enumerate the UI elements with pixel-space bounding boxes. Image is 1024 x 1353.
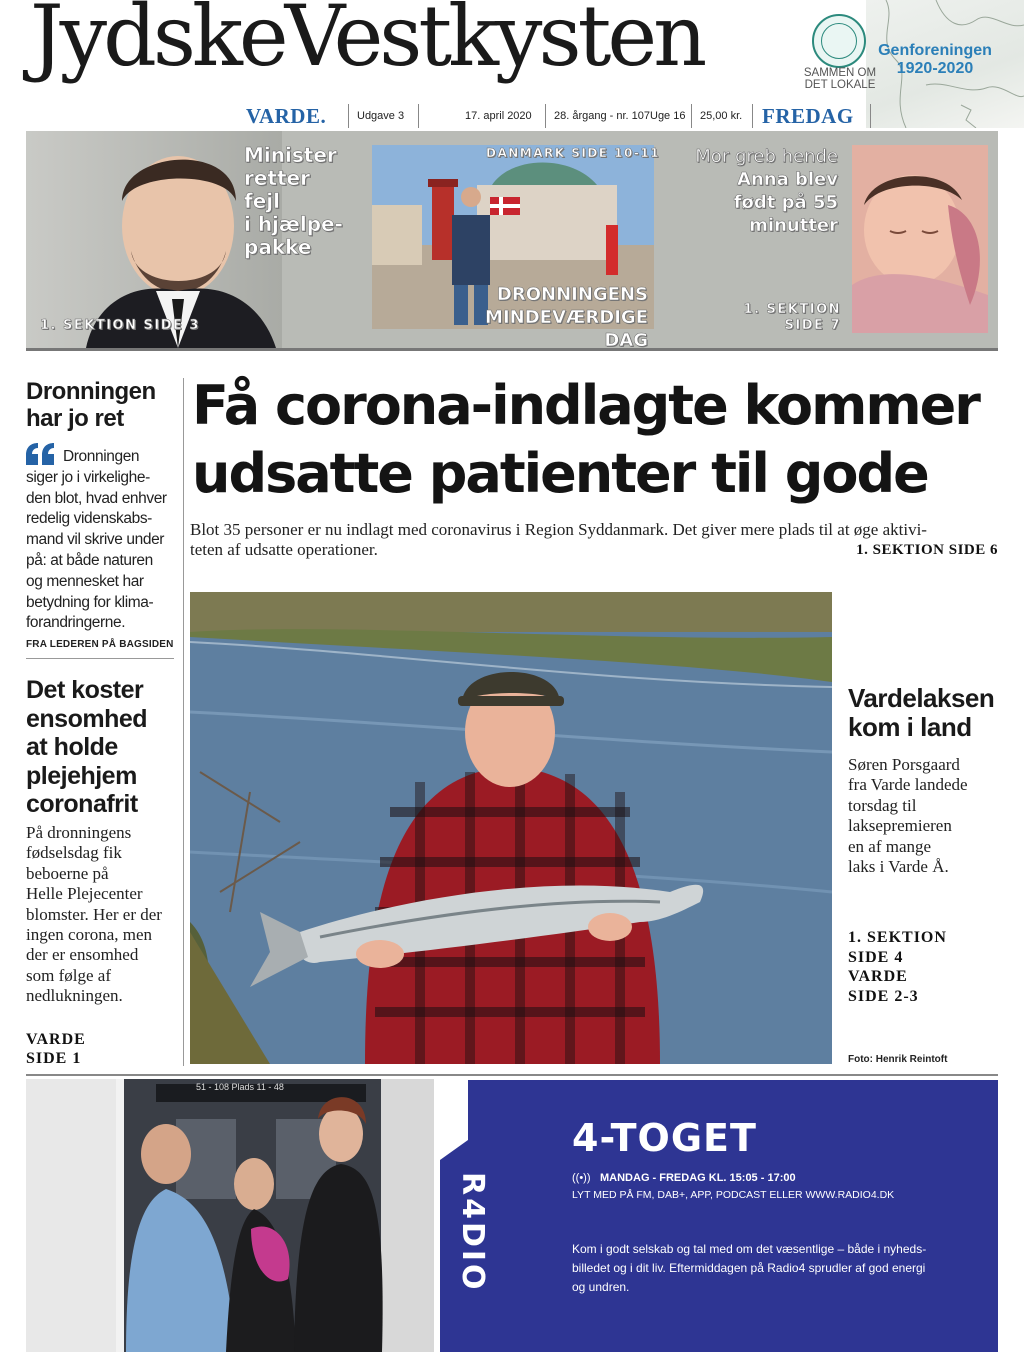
ref-line: SIDE 2-3	[848, 987, 919, 1005]
section-divider	[26, 1074, 998, 1076]
body-line: forandringerne.	[26, 614, 126, 632]
broadcast-icon: ((•))	[572, 1172, 591, 1184]
body-line: en af mange	[848, 836, 932, 856]
deck-line: Blot 35 personer er nu indlagt med coronavirus i Region Syddanmark. Det giver mere plads til at øge aktivi-	[190, 520, 927, 539]
body-line: fra Varde landede	[848, 775, 968, 795]
salmon-ref[interactable]	[848, 928, 947, 1006]
body-line: fødselsdag fik	[26, 843, 122, 863]
queen-teaser-ref[interactable]: DANMARK SIDE 10-11	[486, 146, 661, 160]
ref-line: SIDE 1	[26, 1050, 82, 1067]
title-line: Vardelaksen	[848, 683, 995, 713]
teaser-line: Mor greb hende	[695, 146, 838, 167]
anniversary-title: Genforeningen	[878, 42, 992, 59]
body-line: laksepremieren	[848, 816, 952, 836]
body-line: Helle Plejecenter	[26, 884, 143, 904]
teaser-line: MINDEVÆRDIGE DAG	[485, 307, 648, 351]
main-headline[interactable]	[192, 372, 979, 508]
body-line: den blot, hvad enhver	[26, 489, 167, 507]
teaser-line: retter	[244, 166, 310, 190]
salmon-angler-photo[interactable]	[190, 592, 832, 1064]
issue-date: 17. april 2020	[418, 104, 585, 128]
body-line: og mennesket har	[26, 572, 144, 590]
genforeningen-seal-logo	[812, 14, 866, 68]
radio-hosts-train-photo[interactable]	[26, 1079, 434, 1352]
headline-line: Få corona-indlagte kommer	[192, 374, 979, 437]
teaser-line: i hjælpe-	[244, 212, 343, 236]
body-line: blomster. Her er der	[26, 904, 162, 924]
body-line: På dronningens	[26, 823, 132, 842]
ref-line: VARDE	[26, 1031, 86, 1048]
minister-teaser-ref[interactable]: 1. SEKTION SIDE 3	[40, 318, 200, 333]
anniversary-years: 1920-2020	[896, 60, 974, 77]
nursing-home-title[interactable]	[26, 676, 147, 819]
column-separator	[183, 378, 184, 1066]
headline-line: udsatte patienter til gode	[192, 442, 928, 505]
issue-number: Udgave 3	[348, 104, 417, 128]
ad-body	[572, 1240, 982, 1297]
ad-listen-info[interactable]: LYT MED PÅ FM, DAB+, APP, PODCAST ELLER WWW.RADIO4.DK	[572, 1189, 895, 1201]
masthead-title: JydskeVestkysten	[30, 0, 704, 85]
body-line: betydning for klima-	[26, 593, 154, 611]
ad-title: 4-TOGET	[572, 1116, 757, 1160]
salmon-body	[848, 755, 998, 877]
nursing-home-body	[26, 823, 184, 1007]
teaser-ref-line: SIDE 7	[784, 318, 841, 333]
nursing-home-ref[interactable]	[26, 1030, 86, 1068]
opinion-title[interactable]	[26, 378, 156, 432]
radio4-logo: R4DIO	[455, 1172, 490, 1293]
issue-volume: 28. årgang - nr. 107	[545, 104, 650, 128]
slogan-line: DET LOKALE	[804, 79, 876, 91]
info-divider	[752, 104, 754, 128]
body-line: Dronningen	[63, 448, 140, 465]
issue-week: Uge 16	[650, 110, 686, 122]
baby-teaser-headline[interactable]	[680, 145, 838, 237]
issue-price: 25,00 kr.	[691, 104, 756, 128]
opinion-source[interactable]: FRA LEDEREN PÅ BAGSIDEN	[26, 639, 174, 650]
title-line: Det koster	[26, 676, 144, 704]
title-line: coronafrit	[26, 790, 138, 819]
ref-line: VARDE	[848, 968, 908, 985]
body-line: beboerne på	[26, 863, 109, 883]
body-line: ingen corona, men	[26, 925, 153, 945]
title-line: ensomhed	[26, 704, 148, 733]
opinion-body	[26, 447, 176, 634]
photo-credit: Foto: Henrik Reintoft	[848, 1054, 948, 1065]
body-line: redelig videnskabs-	[26, 510, 152, 528]
teaser-line: minutter	[749, 215, 838, 236]
teaser-line: født på 55	[733, 192, 838, 213]
anniversary-label	[872, 42, 998, 78]
ad-body-line: billedet og i dit liv. Eftermiddagen på Radio4 sprudler af god energi	[572, 1261, 926, 1275]
main-story-ref[interactable]: 1. SEKTION SIDE 6	[856, 542, 998, 558]
ref-line: SIDE 4	[848, 948, 904, 966]
body-line: nedlukningen.	[26, 986, 123, 1006]
body-line: Søren Porsgaard	[848, 755, 960, 774]
title-line: plejehjem	[26, 761, 137, 790]
slogan-line: SAMMEN OM	[803, 67, 877, 79]
ad-body-line: Kom i godt selskab og tal med om det væsentlige – både i nyheds-	[572, 1242, 927, 1256]
newborn-baby-photo[interactable]	[852, 145, 988, 333]
teaser-line: pakke	[244, 235, 312, 259]
column-divider	[26, 658, 174, 659]
ad-body-line: og undren.	[572, 1280, 630, 1294]
train-seat-sign: 51 - 108 Plads 11 - 48	[196, 1082, 284, 1092]
deck-line: teten af udsatte operationer.	[190, 540, 378, 559]
info-divider	[870, 104, 872, 128]
title-line: at holde	[26, 733, 118, 762]
body-line: mand vil skrive under	[26, 531, 165, 549]
radio4-advertisement[interactable]	[440, 1080, 998, 1352]
title-line: Dronningen	[26, 378, 156, 405]
body-line: laks i Varde Å.	[848, 857, 949, 877]
teaser-ref-line: 1. SEKTION	[743, 302, 841, 317]
minister-teaser-headline[interactable]	[244, 144, 343, 259]
teaser-line: Anna blev	[737, 169, 838, 190]
teaser-line: DRONNINGENS	[496, 284, 648, 305]
body-line: der er ensomhed	[26, 945, 139, 965]
body-line: på: at både naturen	[26, 551, 153, 569]
title-line: har jo ret	[26, 405, 124, 432]
queen-teaser-headline[interactable]	[440, 283, 648, 352]
body-line: som følge af	[26, 965, 111, 985]
ad-schedule: MANDAG - FREDAG KL. 15:05 - 17:00	[600, 1172, 796, 1184]
masthead-slogan	[800, 67, 880, 91]
baby-teaser-ref[interactable]	[720, 302, 841, 334]
body-line: siger jo i virkelighe-	[26, 468, 150, 486]
edition-area: VARDE.	[246, 104, 327, 128]
weekday: FREDAG	[762, 104, 854, 128]
title-line: kom i land	[848, 712, 972, 742]
body-line: torsdag til	[848, 795, 917, 815]
salmon-title[interactable]	[848, 684, 994, 742]
teaser-line: fejl	[244, 189, 280, 213]
teaser-line: Minister	[244, 143, 337, 167]
ref-line: 1. SEKTION	[848, 929, 947, 946]
